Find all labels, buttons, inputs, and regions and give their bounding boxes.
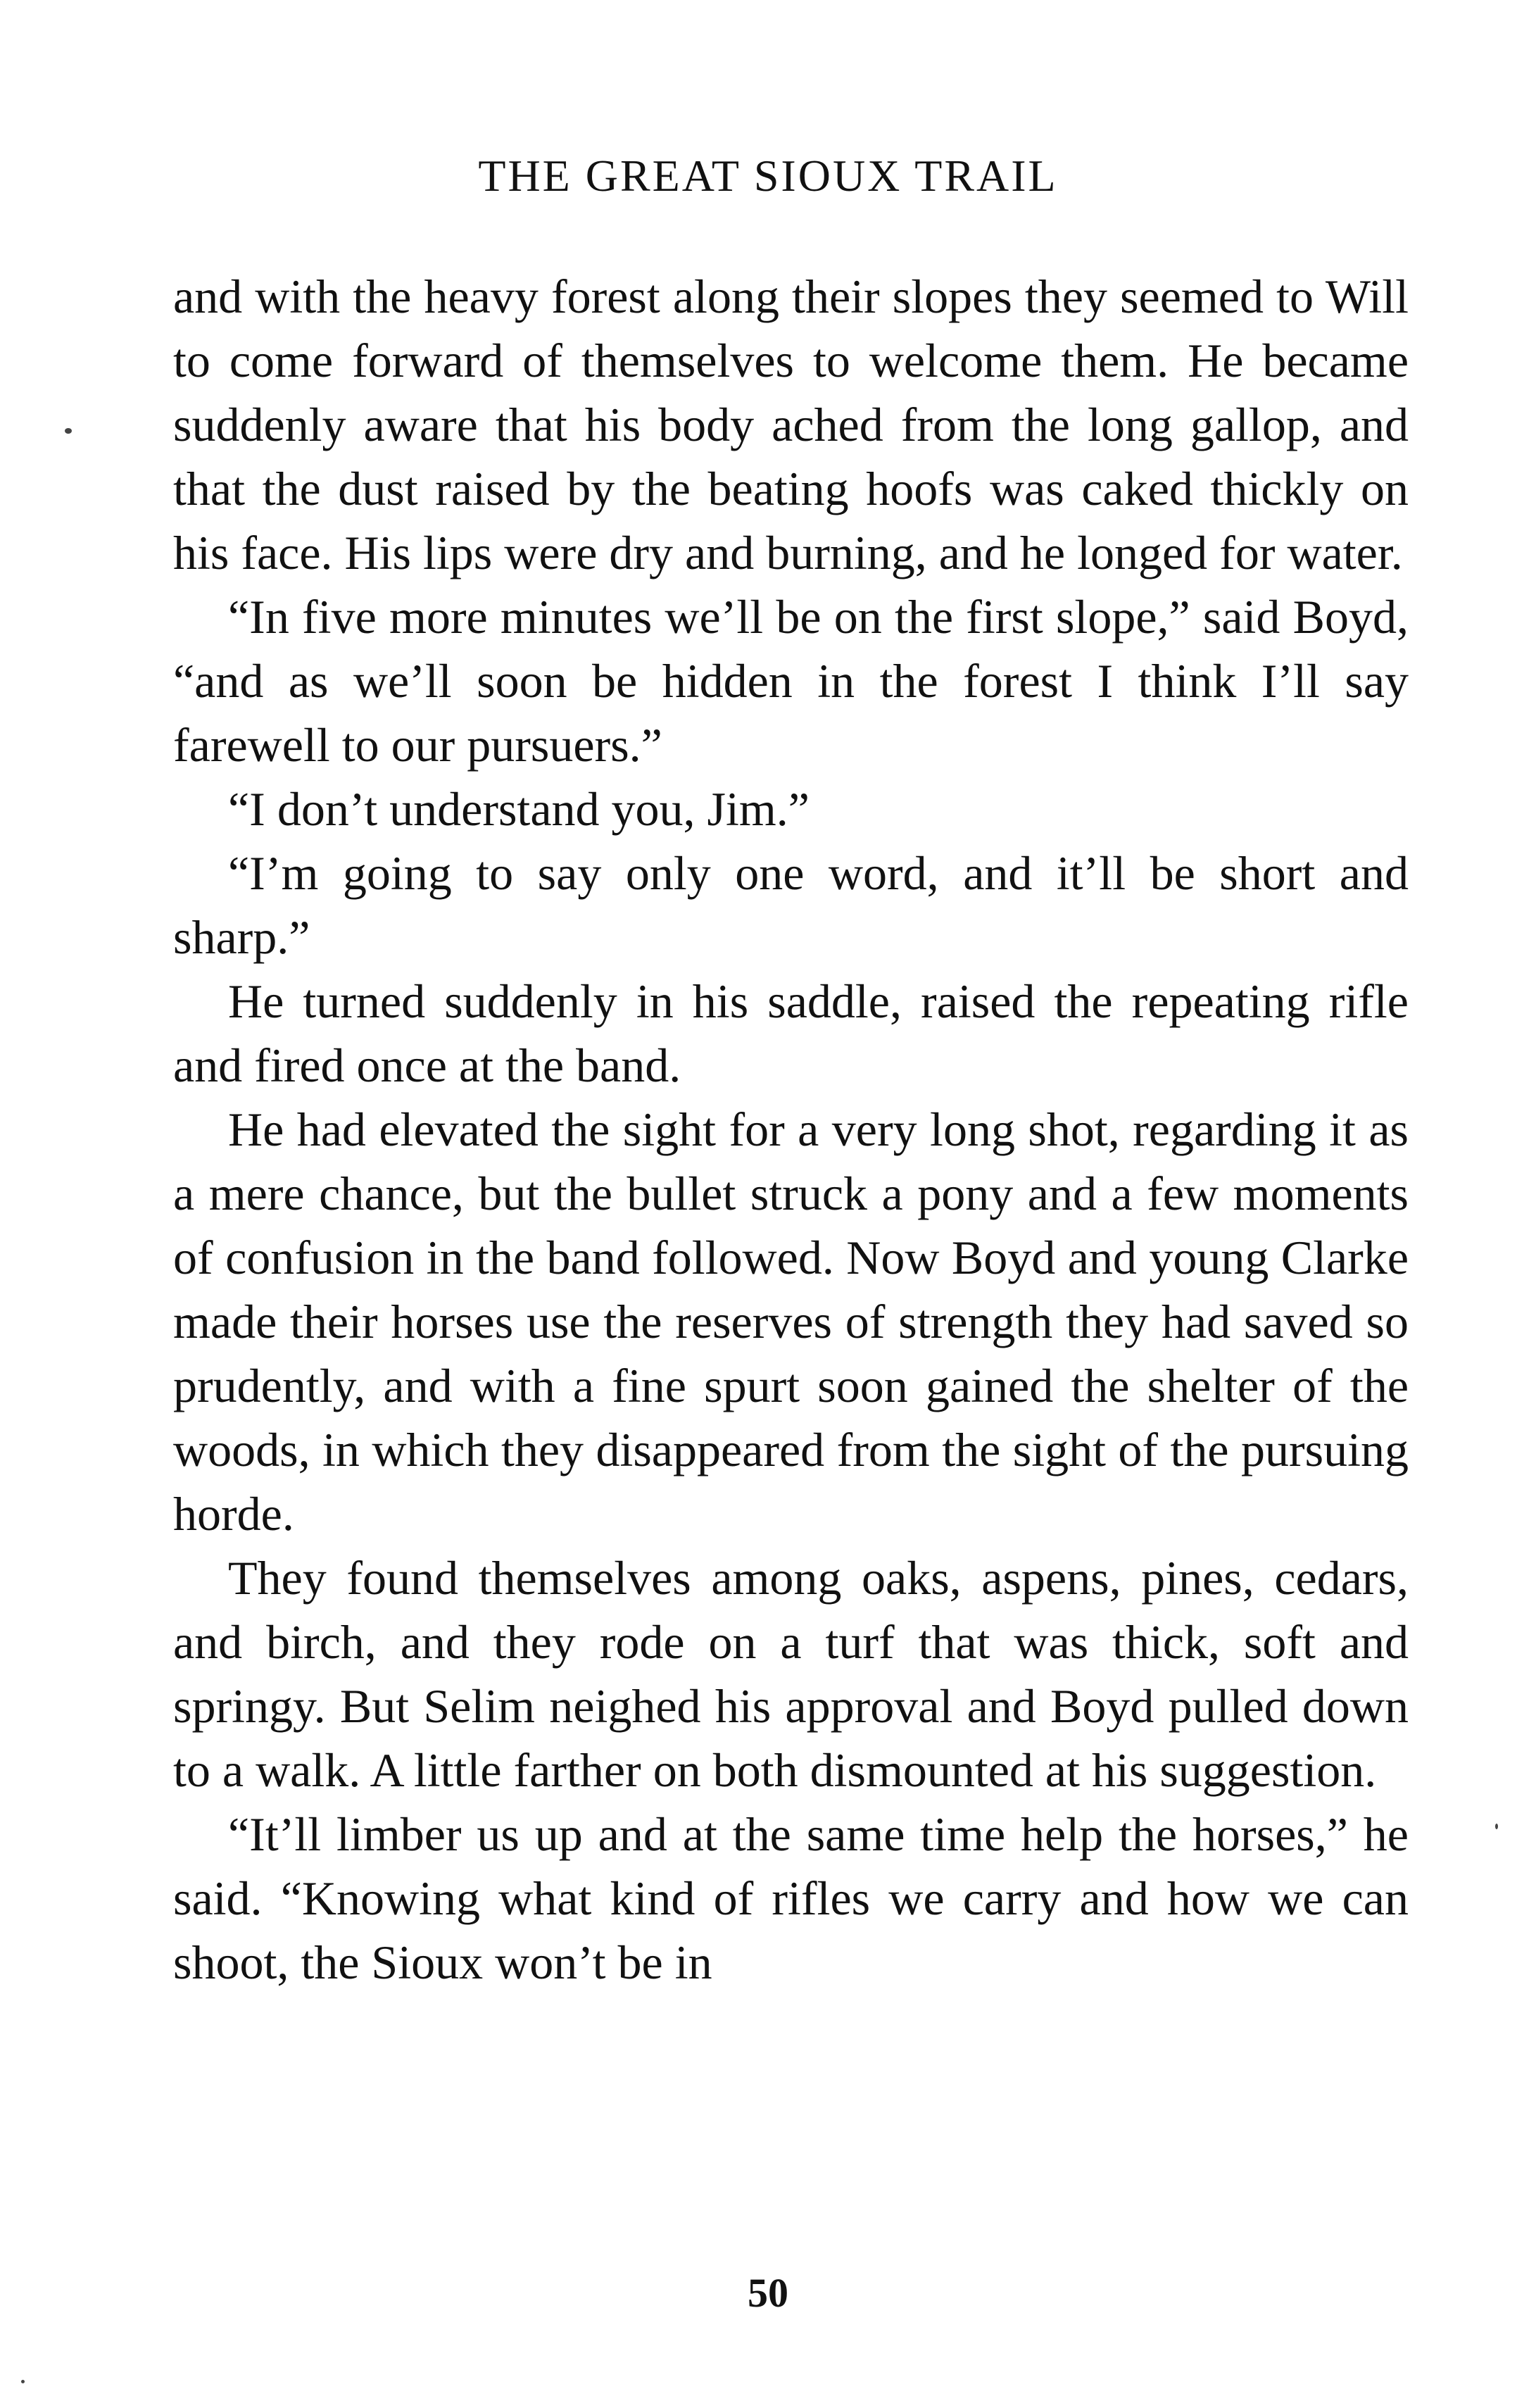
print-speck: [21, 2380, 25, 2383]
paragraph-continuation: and with the heavy forest along their slopes they seemed to Will to come forward of themselves to welcome them. He became suddenly aware that his body ached from the long gallop, and that the dust raised by the beating hoofs was caked thickly on his face. His lips were dry and burning, and he longed for water.: [173, 270, 1409, 579]
print-speck: [65, 428, 72, 434]
paragraph: “In five more minutes we’ll be on the first slope,” said Boyd, “and as we’ll soon be hidden in the forest I think I’ll say farewell to our pursuers.”: [173, 590, 1409, 772]
running-title: THE GREAT SIOUX TRAIL: [478, 151, 1058, 201]
paragraph: They found themselves among oaks, aspens, pines, cedars, and birch, and they rode on a turf that was thick, soft and springy. But Selim neighed his approval and Boyd pulled down to a walk. A little farther on both dismounted at his suggestion.: [173, 1551, 1409, 1797]
paragraph: “I’m going to say only one word, and it’ll be short and sharp.”: [173, 846, 1409, 964]
paragraph: “It’ll limber us up and at the same time help the horses,” he said. “Knowing what kind of rifles we carry and how we can shoot, the Sioux won’t be in: [173, 1807, 1409, 1989]
print-speck: [1495, 1824, 1498, 1829]
paragraph: He had elevated the sight for a very long shot, regarding it as a mere chance, but the bullet struck a pony and a few moments of confusion in the band followed. Now Boyd and young Clarke made their horses use the reserves of strength they had saved so prudently, and with a fine spurt soon gained the shelter of the woods, in which they disappeared from the sight of the pursuing horde.: [173, 1103, 1409, 1541]
paragraph: He turned suddenly in his saddle, raised the repeating rifle and fired once at the band.: [173, 974, 1409, 1092]
paragraph: “I don’t understand you, Jim.”: [228, 782, 810, 836]
page-number: 50: [748, 2270, 788, 2316]
body-text: [173, 265, 1409, 1995]
